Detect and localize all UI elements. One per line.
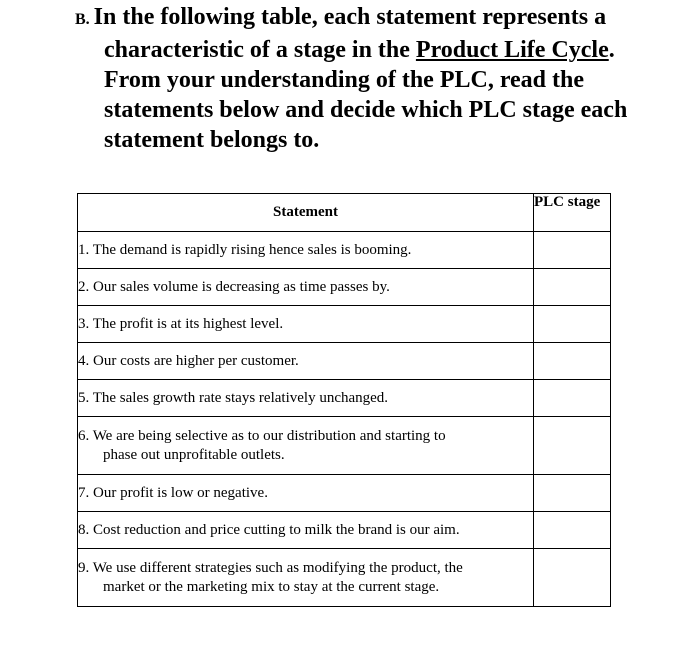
table-row (78, 475, 611, 512)
table-row (78, 269, 611, 306)
statement-text: 2. Our sales volume is decreasing as time passes by. (78, 278, 390, 295)
statement-text: 5. The sales growth rate stays relatively unchanged. (78, 389, 389, 406)
statement-cell (78, 475, 534, 512)
statement-text: 3. The profit is at its highest level. (78, 315, 284, 332)
question-line-2-text: characteristic of a stage in the (104, 37, 416, 63)
plc-stage-cell[interactable] (534, 549, 611, 607)
statement-header: Statement (78, 194, 534, 232)
statement-text: 4. Our costs are higher per customer. (78, 352, 299, 369)
statement-cell (78, 269, 534, 306)
statement-cell (78, 512, 534, 549)
statement-cell (78, 232, 534, 269)
statement-text: 8. Cost reduction and price cutting to milk the brand is our aim. (78, 521, 460, 538)
table-row (78, 232, 611, 269)
question-line-2-end: . (608, 37, 615, 63)
table-row (78, 343, 611, 380)
question-text (75, 2, 685, 155)
statement-text: 7. Our profit is low or negative. (78, 484, 268, 501)
question-prefix: B. (75, 11, 90, 28)
question-line-1-text: In the following table, each statement represents a (93, 4, 607, 30)
statement-text-continued: phase out unprofitable outlets. (103, 446, 285, 463)
statement-cell (78, 343, 534, 380)
plc-stage-cell[interactable] (534, 417, 611, 475)
question-line-5: statement belongs to. (104, 127, 320, 153)
plc-stage-cell[interactable] (534, 475, 611, 512)
question-line-3: From your understanding of the PLC, read the (104, 67, 585, 93)
statement-text: 1. The demand is rapidly rising hence sales is booming. (78, 241, 412, 258)
plc-stage-cell[interactable] (534, 343, 611, 380)
plc-stage-cell[interactable] (534, 512, 611, 549)
table-row (78, 512, 611, 549)
plc-stage-cell[interactable] (534, 232, 611, 269)
statement-text-continued: market or the marketing mix to stay at the current stage. (103, 578, 440, 595)
header-row (78, 194, 611, 232)
statement-cell (78, 549, 534, 607)
plc-term: Product Life Cycle (415, 37, 609, 63)
plc-table (77, 193, 611, 607)
plc-stage-cell[interactable] (534, 380, 611, 417)
statement-text: 9. We use different strategies such as modifying the product, the (78, 559, 463, 576)
statement-cell (78, 380, 534, 417)
table-row (78, 549, 611, 607)
plc-stage-cell[interactable] (534, 306, 611, 343)
statement-text: 6. We are being selective as to our distribution and starting to (78, 427, 446, 444)
table-row (78, 417, 611, 475)
statement-cell (78, 417, 534, 475)
question-line-2 (75, 35, 685, 65)
table-row (78, 380, 611, 417)
plc-stage-header: PLC stage (534, 194, 611, 232)
statement-cell (78, 306, 534, 343)
question-line-1 (75, 2, 685, 35)
question-line-4: statements below and decide which PLC stage each (104, 97, 628, 123)
plc-stage-cell[interactable] (534, 269, 611, 306)
table-row (78, 306, 611, 343)
